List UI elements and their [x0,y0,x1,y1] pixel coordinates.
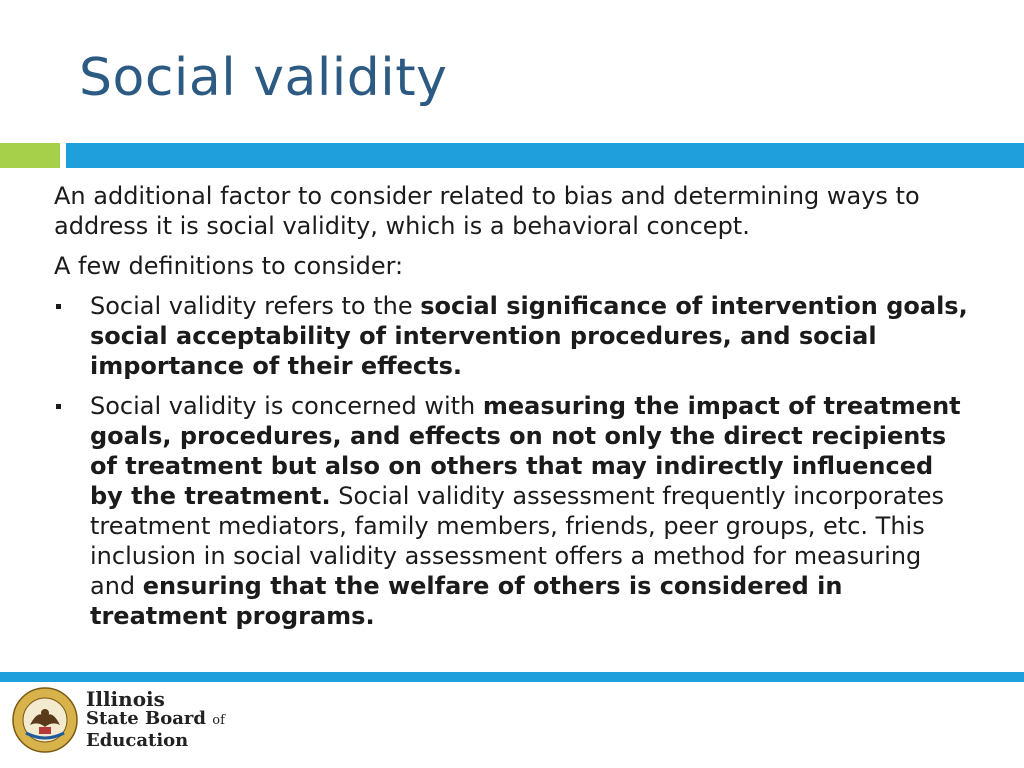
bullet-text: Social validity assessment frequently incorporates treatment mediators, family members, friends, peer groups, etc. This inclusion in social validity assessment offers a method for measuring and [90,482,944,600]
bullet-text: Social validity refers to the [90,292,421,320]
bullet-text: Social validity is concerned with [90,392,483,420]
isbe-logo [12,687,225,753]
subheading: A few definitions to consider: [54,252,404,280]
intro-paragraph: An additional factor to consider related to bias and determining ways to address it is social validity, which is a behavioral concept. [54,182,920,240]
accent-bar-blue [66,143,1024,168]
logo-of-text: of [212,713,225,728]
square-bullet-icon [56,304,61,309]
accent-bar-green [0,143,60,168]
slide-body [54,181,974,641]
logo-line-education: Education [86,730,189,751]
logo-line-state-board [86,709,225,731]
logo-text [86,689,225,751]
logo-state-board-text: State Board [86,708,206,729]
list-item [54,391,974,631]
bullet-bold-text: ensuring that the welfare of others is considered in treatment programs. [90,572,843,630]
logo-line-illinois: Illinois [86,687,165,711]
bullet-bold-text: measuring the impact of treatment goals, procedures, and effects on not only the direct recipients of treatment but also on others that may indirectly influenced by the treatment. [90,392,961,510]
slide-title: Social validity [79,48,448,108]
definition-list [54,291,974,631]
square-bullet-icon [56,404,61,409]
footer-bar [0,672,1024,682]
state-seal-icon [12,687,78,753]
list-item [54,291,974,381]
bullet-bold-text: social significance of intervention goals, social acceptability of intervention procedures, and social importance of their effects. [90,292,968,380]
